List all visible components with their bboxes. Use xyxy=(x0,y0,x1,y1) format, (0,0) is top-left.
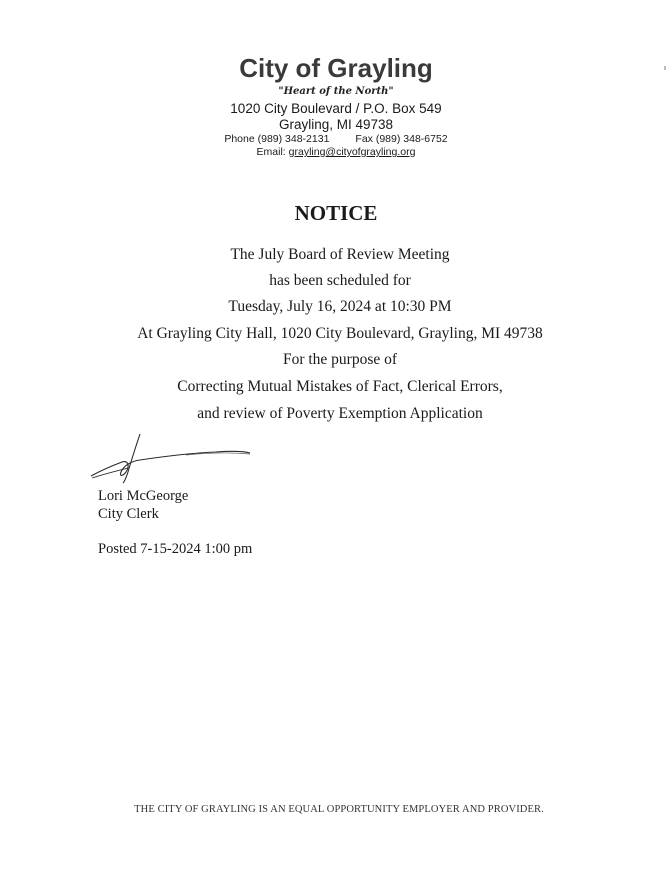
phone-number: Phone (989) 348-2131 xyxy=(224,133,330,145)
email-link[interactable]: grayling@cityofgrayling.org xyxy=(288,146,416,158)
scan-edge-mark xyxy=(664,66,666,70)
signer-name: Lori McGeorge xyxy=(98,488,189,504)
signer-title: City Clerk xyxy=(98,506,159,522)
address-line-2: Grayling, MI 49738 xyxy=(278,117,394,132)
fax-number: Fax (989) 348-6752 xyxy=(355,133,448,145)
posted-date: Posted 7-15-2024 1:00 pm xyxy=(98,541,253,557)
city-name-heading: City of Grayling xyxy=(239,53,433,83)
notice-line: Correcting Mutual Mistakes of Fact, Clerical Errors, xyxy=(177,378,503,395)
equal-opportunity-footer: THE CITY OF GRAYLING IS AN EQUAL OPPORTUNITY EMPLOYER AND PROVIDER. xyxy=(134,804,544,815)
notice-line: has been scheduled for xyxy=(269,272,411,289)
notice-title: NOTICE xyxy=(294,201,378,225)
city-motto: "Heart of the North" xyxy=(278,86,394,97)
contact-phone-fax xyxy=(0,133,672,146)
contact-email xyxy=(0,146,672,159)
notice-line: and review of Poverty Exemption Application xyxy=(197,405,483,422)
notice-line: The July Board of Review Meeting xyxy=(230,246,450,263)
email-label: Email: xyxy=(256,146,286,158)
meeting-location: At Grayling City Hall, 1020 City Boulevard, Grayling, MI 49738 xyxy=(137,325,543,342)
notice-line: For the purpose of xyxy=(282,351,398,368)
meeting-date-time: Tuesday, July 16, 2024 at 10:30 PM xyxy=(228,298,452,315)
handwritten-signature xyxy=(88,432,258,484)
address-line-1: 1020 City Boulevard / P.O. Box 549 xyxy=(230,101,442,116)
